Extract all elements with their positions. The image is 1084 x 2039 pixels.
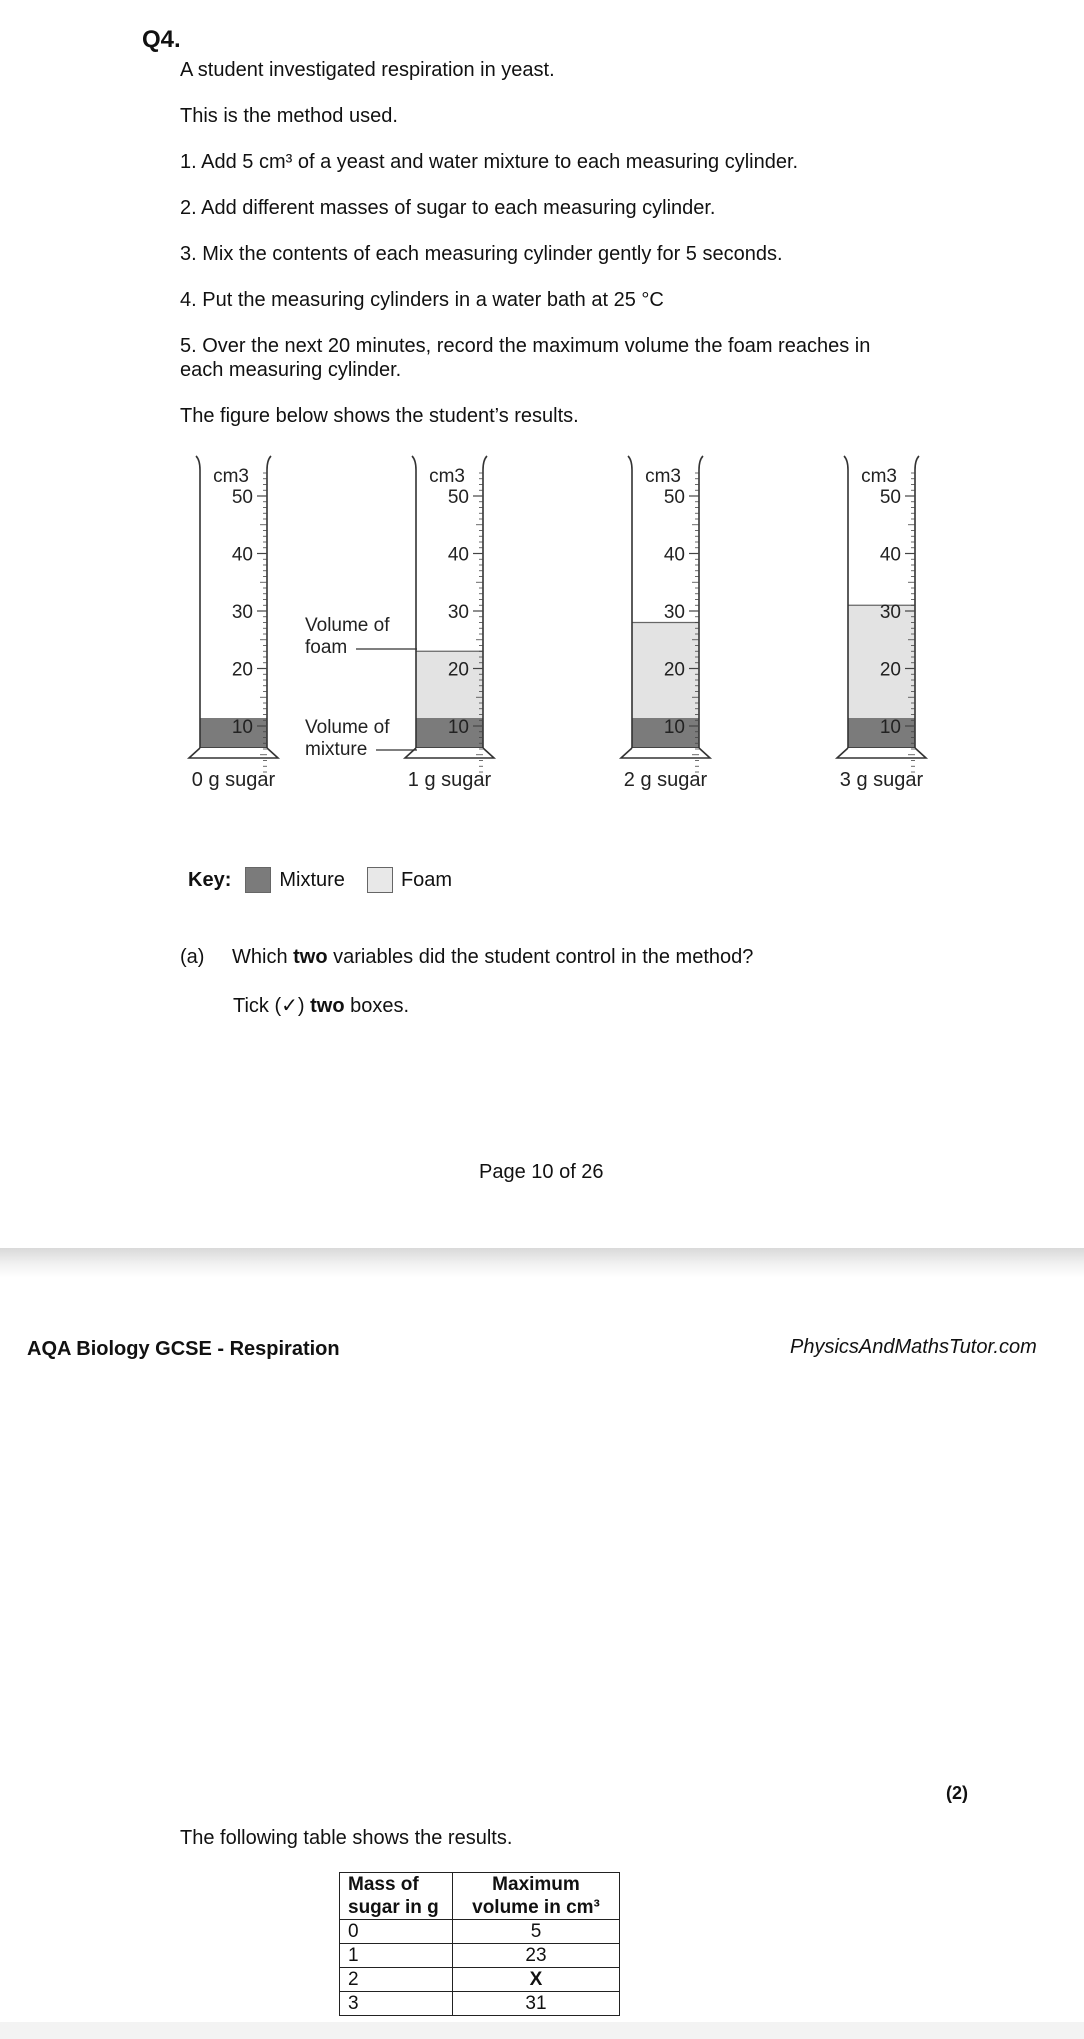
- tick-label: 40: [447, 544, 469, 566]
- annotation-foam-line1: Volume of: [305, 615, 390, 636]
- tick-label: 10: [663, 717, 685, 738]
- table-header-row: [340, 1873, 620, 1920]
- results-table: [339, 1872, 620, 2016]
- marks-indicator: (2): [946, 1783, 968, 1803]
- part-a-q-bold: two: [293, 946, 328, 968]
- cylinder-label: 0 g sugar: [191, 769, 276, 791]
- question-number: Q4.: [142, 26, 181, 53]
- tick-label: 40: [231, 544, 253, 566]
- key-title: Key:: [188, 868, 232, 891]
- cylinder-label: 1 g sugar: [407, 769, 492, 791]
- cylinder-base: [189, 748, 278, 758]
- tick-label: 10: [447, 717, 469, 738]
- tick-bold: two: [310, 995, 345, 1017]
- method-step-5-cont: each measuring cylinder.: [180, 359, 402, 381]
- tick-label: 30: [879, 602, 901, 623]
- figure-key: [188, 865, 452, 895]
- cell-mass: 2: [340, 1968, 453, 1992]
- tick-label: 50: [447, 487, 469, 508]
- method-step-3: 3. Mix the contents of each measuring cylinder gently for 5 seconds.: [180, 243, 783, 265]
- cylinders-figure: [180, 448, 940, 888]
- header-mass-line2: sugar in g: [348, 1897, 439, 1918]
- intro-text: A student investigated respiration in yeast.: [180, 59, 555, 81]
- part-a-q-post: variables did the student control in the method?: [327, 946, 754, 968]
- cylinder-left-wall: [844, 456, 848, 748]
- method-step-2: 2. Add different masses of sugar to each measuring cylinder.: [180, 197, 716, 219]
- part-a-question: [232, 945, 753, 969]
- tick-label: 10: [879, 717, 901, 738]
- tick-label: 40: [879, 544, 901, 566]
- tick-label: 20: [231, 659, 253, 681]
- cylinder-label: 2 g sugar: [623, 769, 708, 791]
- header-volume-line1: Maximum: [492, 1874, 580, 1895]
- header-volume-line2: volume in cm³: [472, 1897, 600, 1918]
- tick-label: 30: [231, 602, 253, 623]
- cell-mass: 1: [340, 1944, 453, 1968]
- table-row: [340, 1968, 620, 1992]
- cylinder-right-wall: [915, 456, 919, 748]
- cell-volume: 31: [453, 1992, 620, 2016]
- cylinder-left-wall: [628, 456, 632, 748]
- key-foam-label: Foam: [400, 868, 453, 891]
- bottom-edge: [0, 2022, 1084, 2039]
- header-course-title: AQA Biology GCSE - Respiration: [27, 1338, 340, 1360]
- tick-label: 40: [663, 544, 685, 566]
- cell-volume: X: [453, 1968, 620, 1992]
- table-row: [340, 1920, 620, 1944]
- table-row: [340, 1944, 620, 1968]
- header-volume: [453, 1873, 620, 1920]
- table-intro: The following table shows the results.: [180, 1827, 513, 1849]
- annotation-mixture-line2: mixture: [305, 739, 368, 760]
- key-mixture-label: Mixture: [279, 868, 345, 891]
- cylinder-base: [405, 748, 494, 758]
- cell-volume: 5: [453, 1920, 620, 1944]
- method-step-1: 1. Add 5 cm³ of a yeast and water mixture to each measuring cylinder.: [180, 151, 799, 173]
- cylinder-left-wall: [412, 456, 416, 748]
- page-break: [0, 1248, 1084, 1278]
- part-a-label: (a): [180, 946, 205, 968]
- tick-pre: Tick (✓): [233, 995, 311, 1017]
- tick-label: 10: [231, 717, 253, 738]
- cylinder-base: [837, 748, 926, 758]
- tick-post: boxes.: [344, 995, 410, 1017]
- table-row: [340, 1992, 620, 2016]
- method-step-5: 5. Over the next 20 minutes, record the maximum volume the foam reaches in: [180, 335, 871, 357]
- tick-label: 50: [663, 487, 685, 508]
- cylinder-right-wall: [267, 456, 271, 748]
- annotation-foam-line2: foam: [305, 637, 348, 658]
- header-site-name: PhysicsAndMathsTutor.com: [790, 1336, 1037, 1358]
- header-mass: [340, 1873, 453, 1920]
- tick-label: 20: [663, 659, 685, 681]
- header-mass-line1: Mass of: [348, 1874, 419, 1895]
- cylinders-group: [189, 456, 926, 791]
- cell-mass: 3: [340, 1992, 453, 2016]
- unit-label: cm3: [429, 466, 465, 487]
- tick-label: 20: [879, 659, 901, 681]
- cell-volume: 23: [453, 1944, 620, 1968]
- page-number: Page 10 of 26: [479, 1161, 604, 1183]
- cylinder-base: [621, 748, 710, 758]
- cylinder-right-wall: [699, 456, 703, 748]
- tick-label: 30: [447, 602, 469, 623]
- cylinder-left-wall: [196, 456, 200, 748]
- unit-label: cm3: [213, 466, 249, 487]
- part-a-q-pre: Which: [232, 946, 294, 968]
- figure-intro: The figure below shows the student’s results.: [180, 405, 579, 427]
- tick-instruction: [233, 994, 409, 1018]
- key-mixture-swatch: [245, 867, 271, 893]
- key-foam-swatch: [367, 867, 393, 893]
- cylinder-right-wall: [483, 456, 487, 748]
- tick-label: 50: [231, 487, 253, 508]
- unit-label: cm3: [861, 466, 897, 487]
- method-intro: This is the method used.: [180, 105, 398, 127]
- cylinder-label: 3 g sugar: [839, 769, 924, 791]
- tick-label: 30: [663, 602, 685, 623]
- tick-label: 20: [447, 659, 469, 681]
- cell-mass: 0: [340, 1920, 453, 1944]
- unit-label: cm3: [645, 466, 681, 487]
- tick-label: 50: [879, 487, 901, 508]
- method-step-4: 4. Put the measuring cylinders in a water bath at 25 °C: [180, 289, 664, 311]
- annotation-mixture-line1: Volume of: [305, 717, 390, 738]
